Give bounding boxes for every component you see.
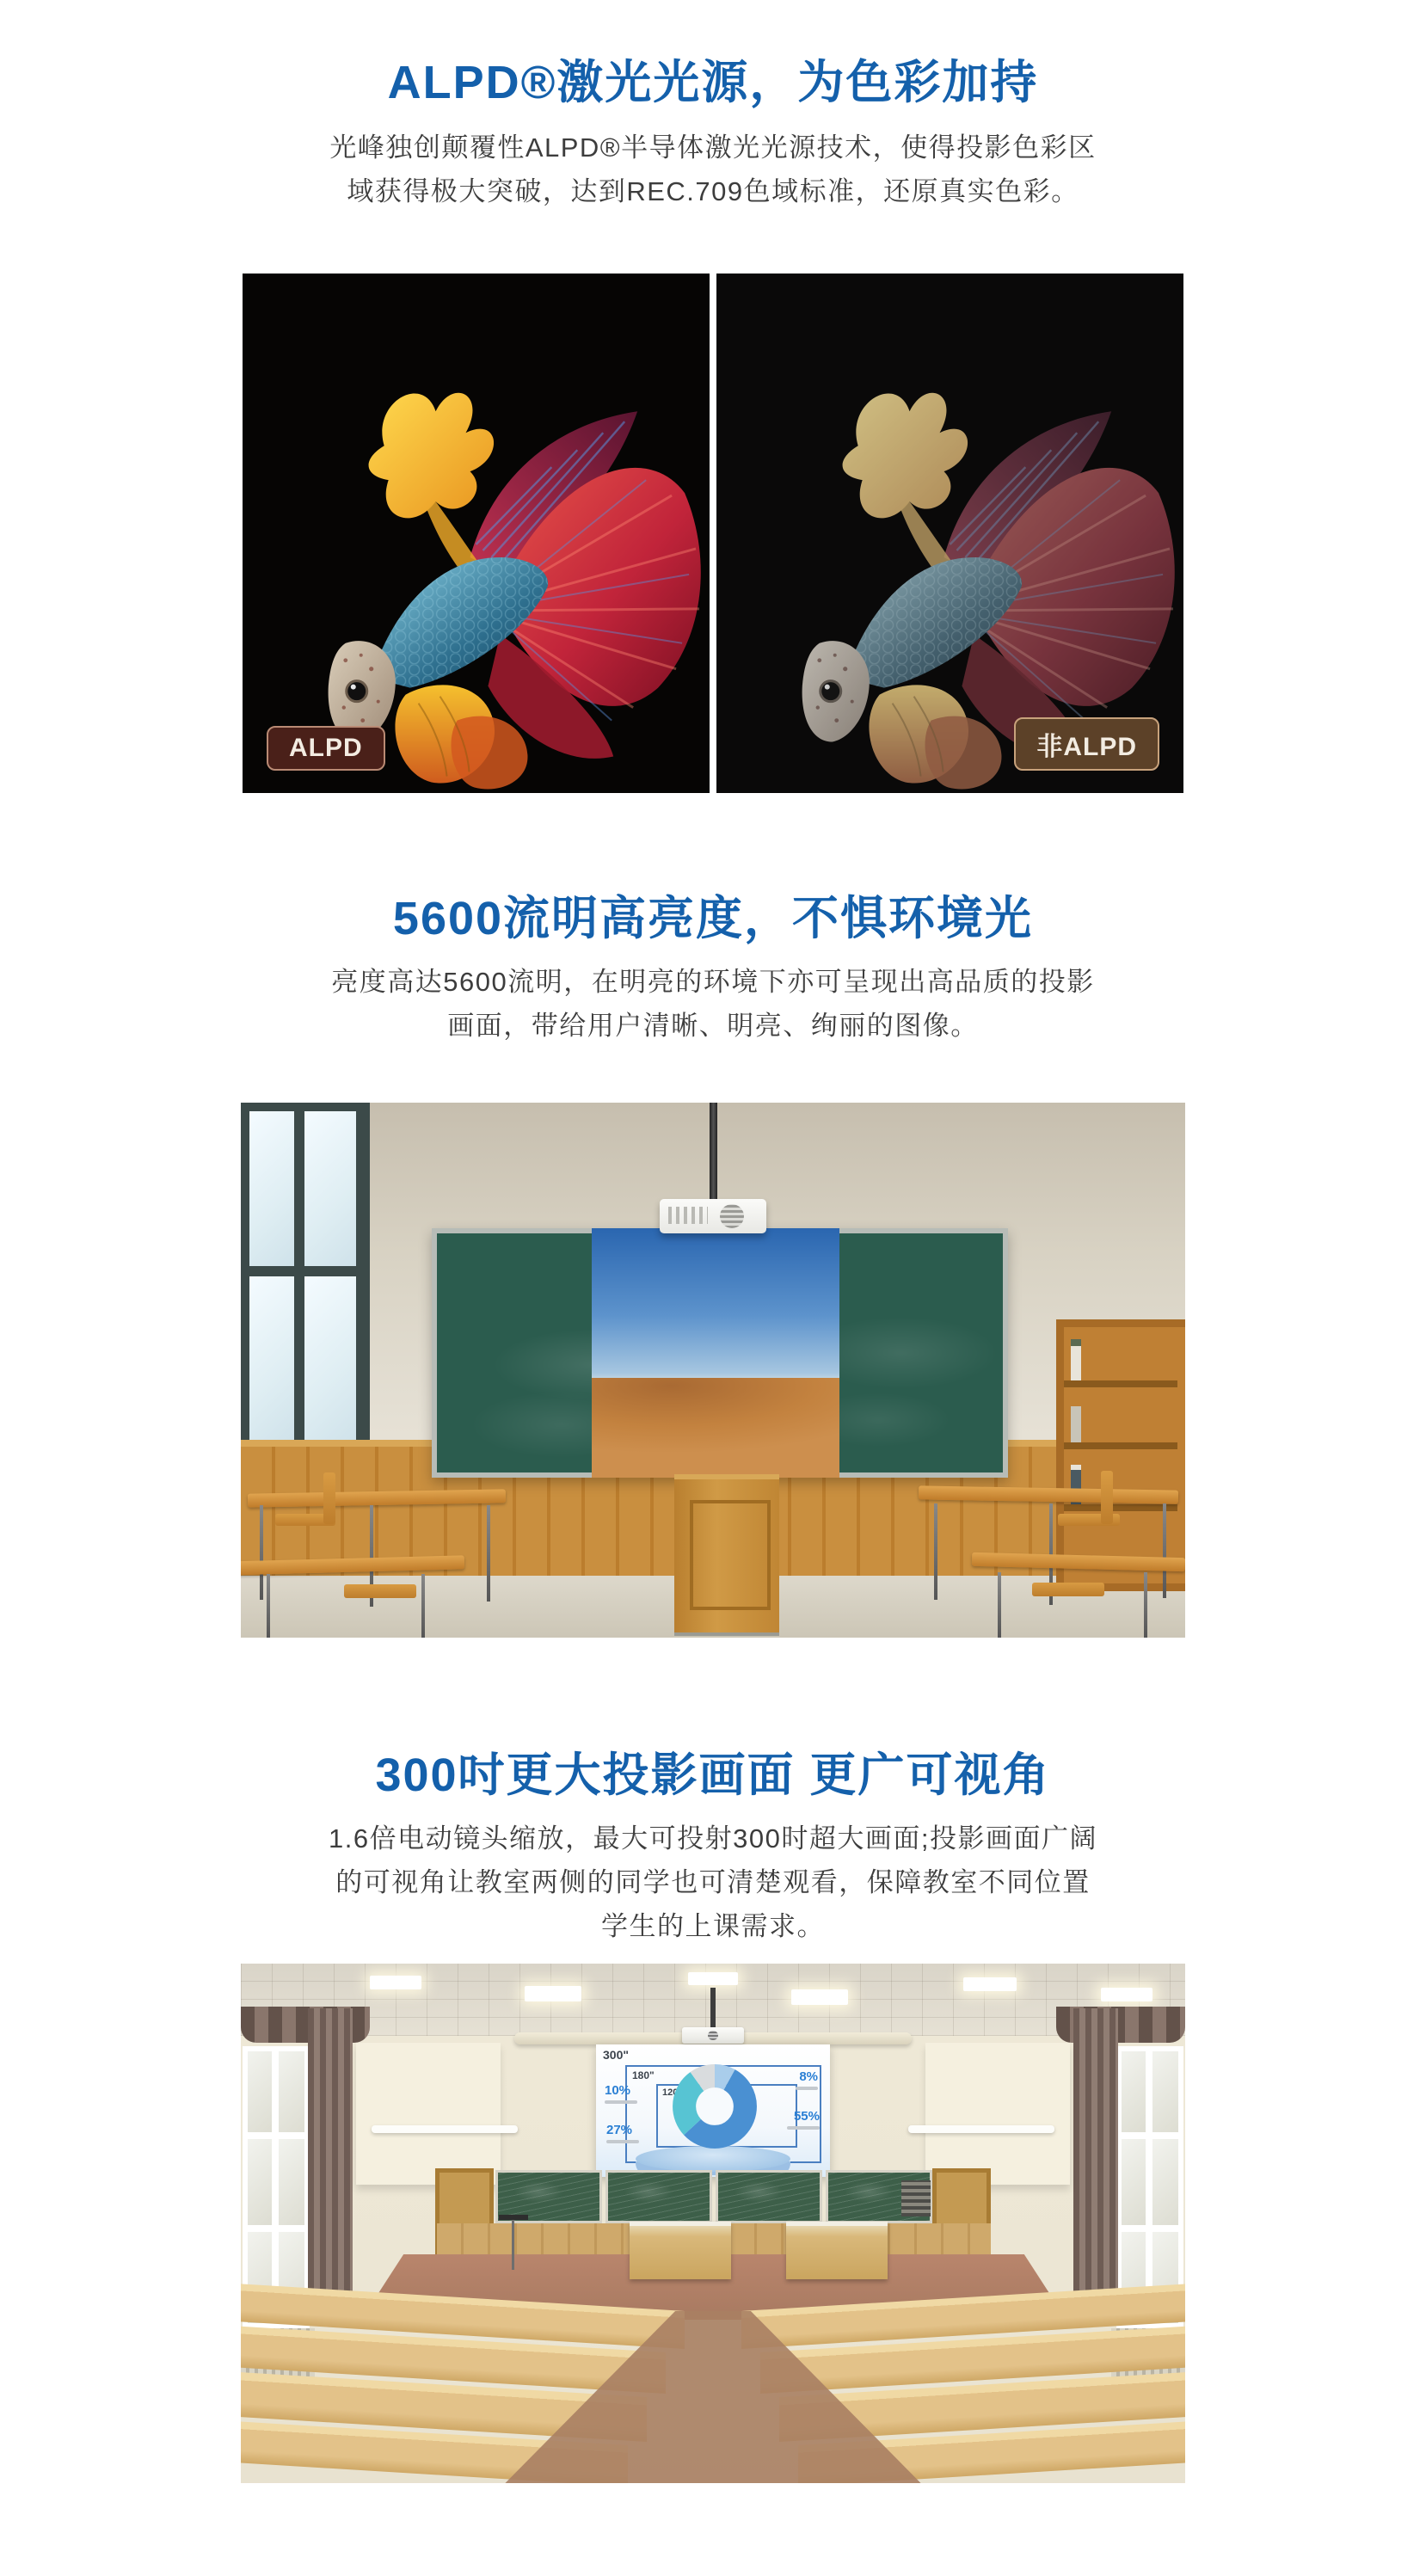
music-stand: [499, 2215, 528, 2220]
section-body-alpd: [0, 126, 1426, 213]
body-line: 的可视角让教室两侧的同学也可清楚观看，保障教室不同位置: [335, 1867, 1091, 1897]
section-title-alpd: ALPD®激光光源，为色彩加持: [387, 57, 1039, 108]
screen-size-label-300: 300": [603, 2048, 629, 2062]
donut-chart: [672, 2063, 758, 2149]
wall-vent: [901, 2180, 931, 2216]
chalkboard-row: [495, 2170, 932, 2223]
projection-screen: [596, 2044, 830, 2177]
body-line: 域获得极大突破，达到REC.709色域标准，还原真实色彩。: [347, 176, 1079, 206]
body-line: 亮度高达5600流明，在明亮的环境下亦可呈现出高品质的投影: [331, 967, 1095, 997]
lecture-hall-figure: [241, 1964, 1185, 2483]
caption-bars: [605, 2100, 637, 2104]
projected-desert-image: [592, 1228, 839, 1478]
caption-bars: [606, 2140, 639, 2143]
projector-ports: [668, 1207, 708, 1224]
wall-tube-light: [908, 2125, 1054, 2133]
percent-label-55: 55%: [787, 2110, 820, 2130]
classroom-window: [241, 1103, 370, 1454]
curtain: [1073, 2008, 1118, 2311]
percent-label-10: 10%: [605, 2084, 637, 2104]
betta-fish-illustration-muted: [716, 274, 1183, 793]
ceiling-projector: [660, 1199, 766, 1233]
projector-fan-grille: [720, 1204, 744, 1228]
section-body-brightness: [0, 960, 1426, 1048]
non-alpd-badge: 非ALPD: [1014, 717, 1159, 771]
section-title-screen-size: 300吋更大投影画面 更广可视角: [375, 1749, 1051, 1801]
wall-panel: [925, 2043, 1070, 2185]
chalkboard-panel: [716, 2170, 822, 2223]
section-title-brightness: 5600流明高亮度，不惧环境光: [392, 893, 1034, 944]
lectern-podium: [674, 1474, 779, 1632]
caption-bars: [787, 2126, 820, 2130]
projector-mount-pole: [710, 1103, 717, 1204]
percent-label-8: 8%: [796, 2070, 818, 2090]
screen-size-label-180: 180": [632, 2069, 655, 2081]
fish-comparison-figure: [243, 274, 1183, 793]
body-line: 画面，带给用户清晰、明亮、绚丽的图像。: [447, 1011, 979, 1041]
body-line: 光峰独创颠覆性ALPD®半导体激光光源技术，使得投影色彩区: [329, 132, 1097, 163]
classroom-figure: [241, 1103, 1185, 1638]
alpd-fish-panel: [243, 274, 710, 793]
chart-pedestal-top: [636, 2146, 790, 2172]
hall-projector: [682, 2027, 744, 2044]
caption-bars: [796, 2087, 818, 2090]
desert-dunes: [592, 1378, 839, 1478]
percent-label-27: 27%: [606, 2124, 639, 2143]
screen-size-label-120: 120": [662, 2087, 683, 2098]
chalkboard-panel: [605, 2170, 712, 2223]
wall-tube-light: [372, 2125, 518, 2133]
curtain: [308, 2008, 353, 2311]
teacher-desk: [786, 2222, 888, 2279]
teacher-desk: [630, 2222, 731, 2279]
non-alpd-fish-panel: [716, 274, 1183, 793]
section-body-screen-size: [0, 1817, 1426, 1948]
projector-pole: [710, 1988, 716, 2032]
alpd-badge: ALPD: [267, 726, 385, 771]
body-line: 1.6倍电动镜头缩放，最大可投射300时超大画面;投影画面广阔: [329, 1823, 1097, 1854]
wall-panel: [356, 2043, 501, 2185]
betta-fish-illustration: [243, 274, 710, 793]
body-line: 学生的上课需求。: [601, 1911, 825, 1941]
